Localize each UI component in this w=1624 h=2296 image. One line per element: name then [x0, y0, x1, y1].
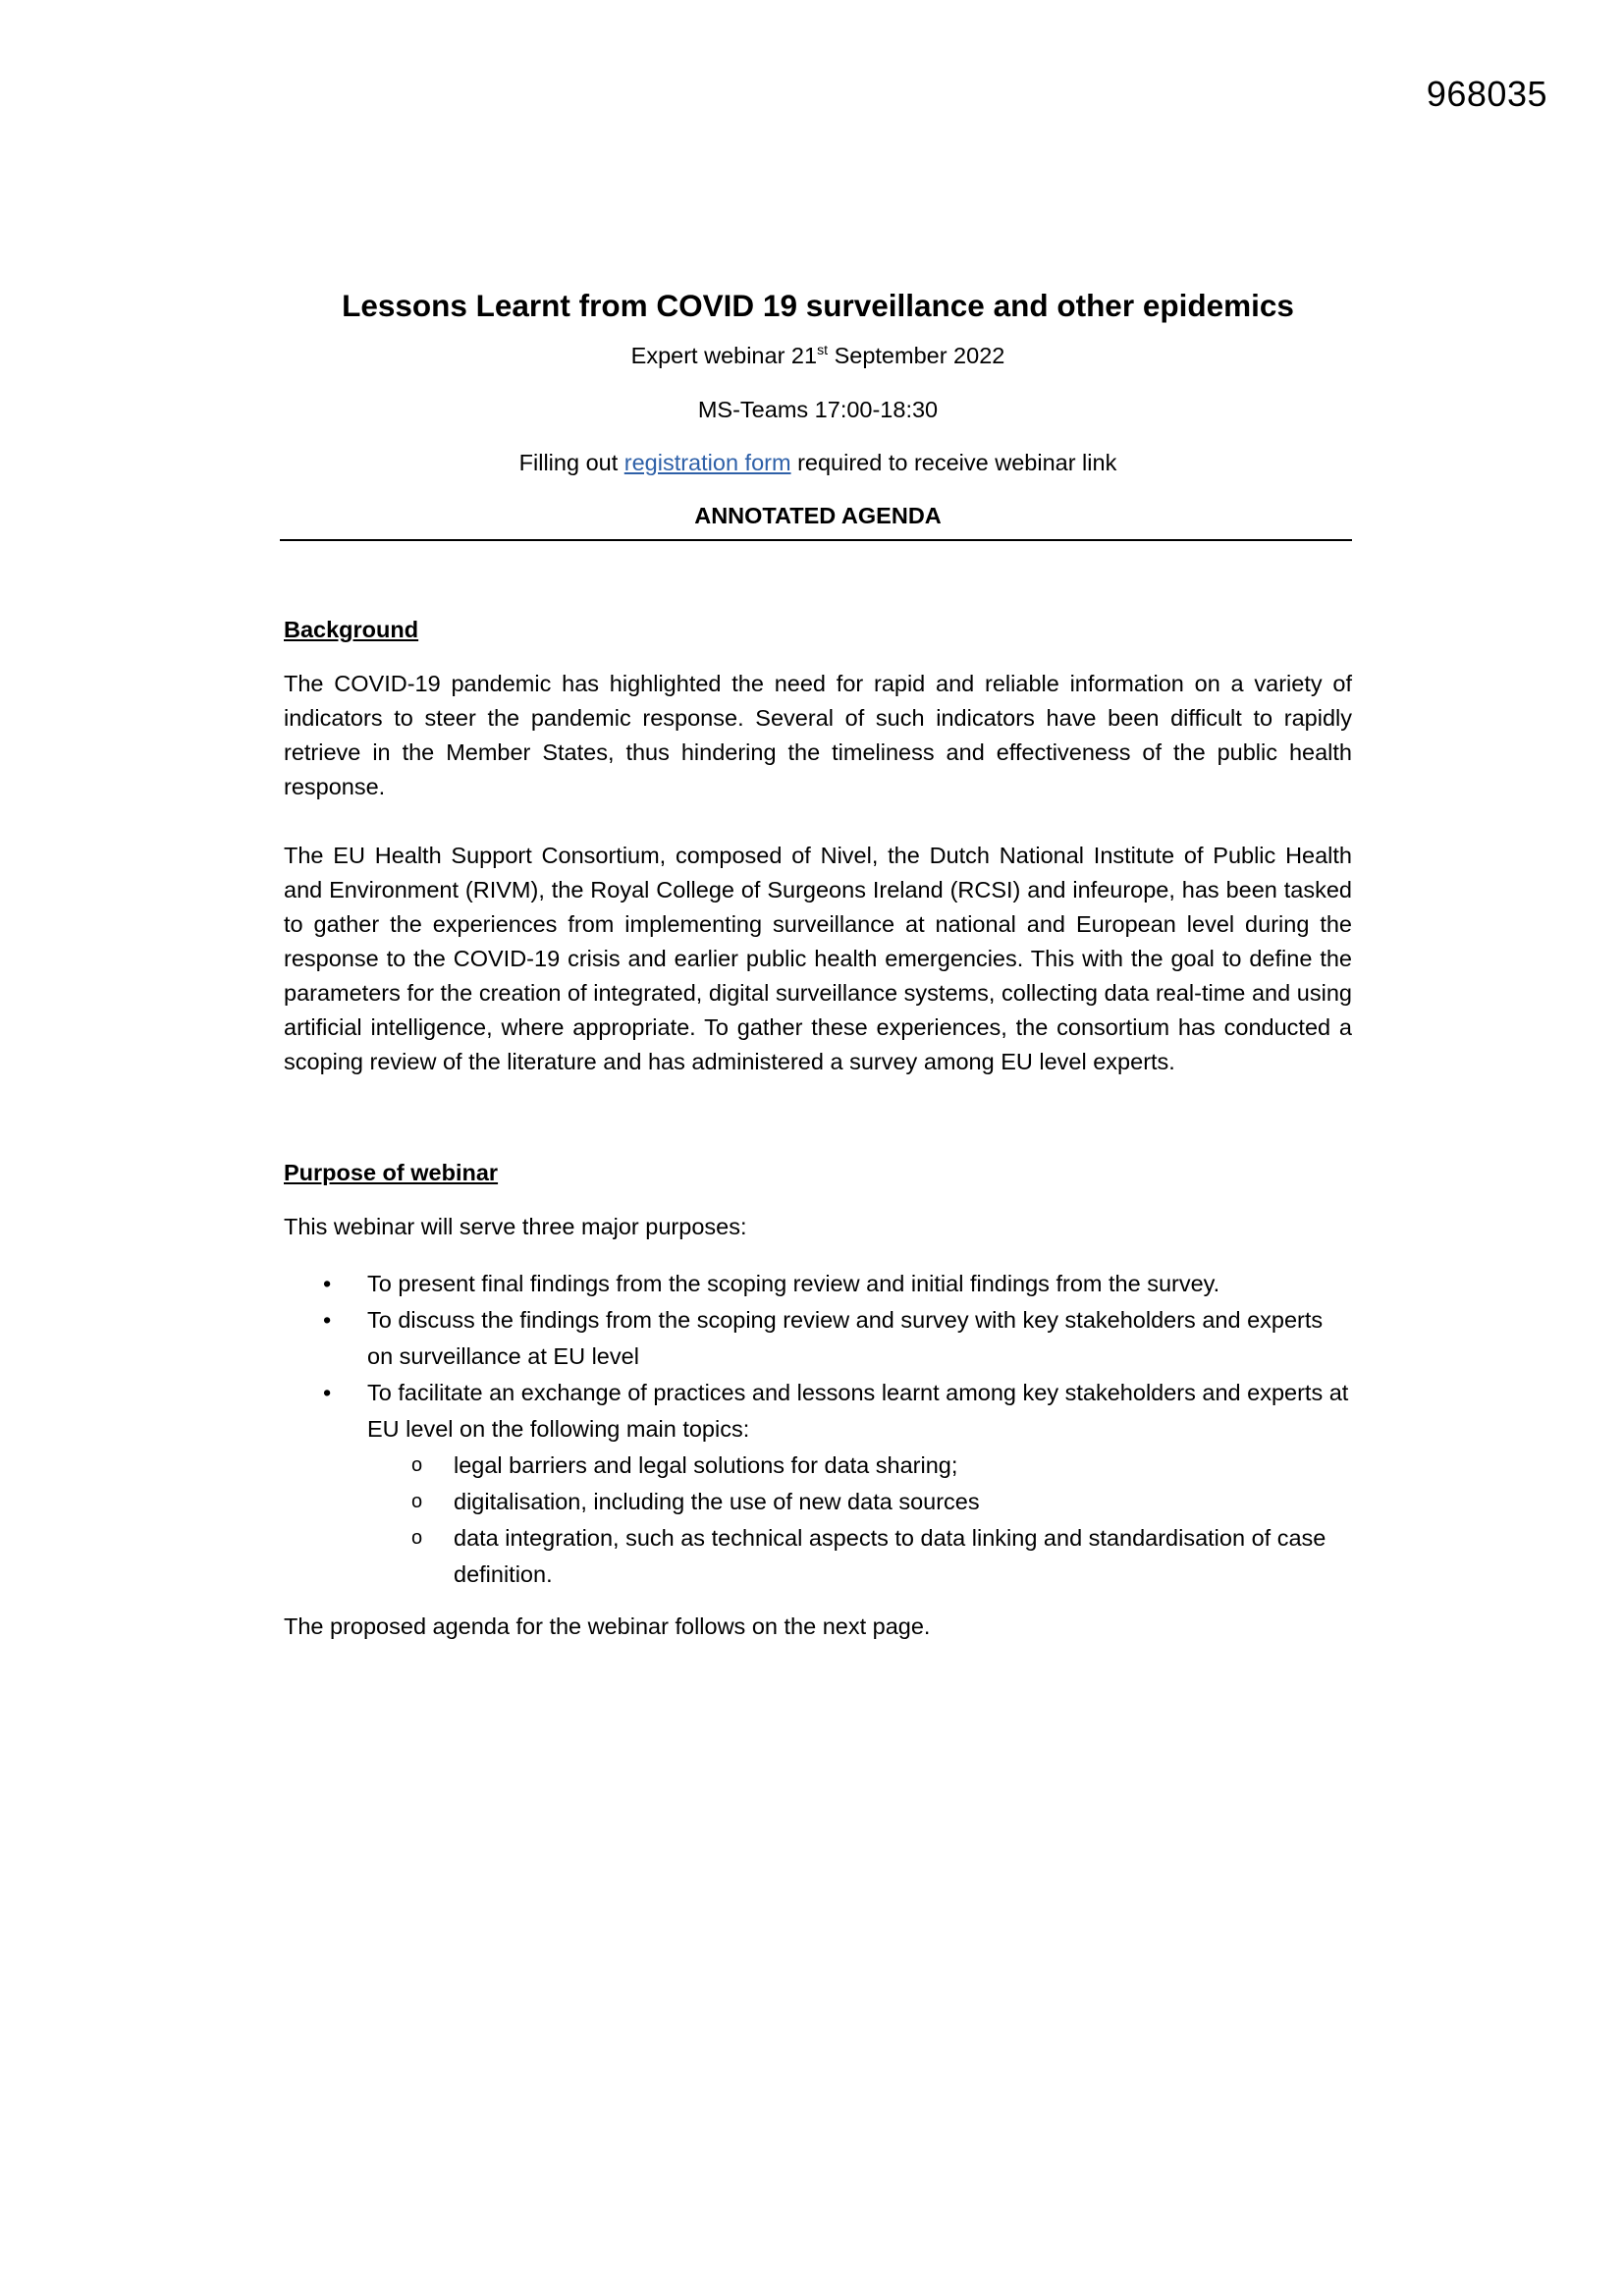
agenda-label: ANNOTATED AGENDA — [694, 503, 942, 528]
sub-bullet-text: digitalisation, including the use of new data sources — [454, 1489, 980, 1514]
purpose-heading: Purpose of webinar — [284, 1160, 499, 1185]
webinar-date-ordinal: st — [817, 342, 829, 358]
bullet-text: To facilitate an exchange of practices and lessons learnt among key stakeholders and experts at EU level on the following main topics: — [367, 1380, 1349, 1442]
webinar-date-suffix: September 2022 — [828, 343, 1005, 368]
sub-list-item — [284, 1520, 1352, 1593]
background-paragraph-1: The COVID-19 pandemic has highlighted the need for rapid and reliable information on a variety of indicators to steer the pandemic response. Several of such indicators have been difficult to rapidly retrieve in the Member States, thus hindering the timeliness and effectiveness of the public health response. — [284, 671, 1352, 799]
header-divider — [280, 539, 1352, 541]
bullet-text: To discuss the findings from the scoping review and survey with key stakeholders and experts on surveillance at EU level — [367, 1307, 1324, 1369]
bullet-marker: • — [323, 1307, 332, 1333]
list-item — [284, 1266, 1352, 1302]
purpose-section — [284, 1156, 1352, 1644]
background-paragraph-2: The EU Health Support Consortium, composed of Nivel, the Dutch National Institute of Public Health and Environment (RIVM), the Royal College of Surgeons Ireland (RCSI) and infeurope, has been tasked to gather the experiences from implementing surveillance at national and European level during the response to the COVID-19 crisis and earlier public health emergencies. This with the goal to define the parameters for the creation of integrated, digital surveillance systems, collecting data real-time and using artificial intelligence, where appropriate. To gather these experiences, the consortium has conducted a scoping review of the literature and has administered a survey among EU level experts. — [284, 843, 1352, 1074]
bullet-marker: • — [323, 1380, 332, 1405]
document-title: Lessons Learnt from COVID 19 surveillance and other epidemics — [342, 288, 1294, 323]
registration-suffix: required to receive webinar link — [790, 450, 1117, 475]
topic-sub-list — [284, 1448, 1352, 1593]
registration-form-link[interactable]: registration form — [623, 450, 791, 475]
sub-list-item — [284, 1484, 1352, 1520]
webinar-date — [284, 340, 1352, 371]
purpose-intro: This webinar will serve three major purposes: — [284, 1214, 747, 1239]
sub-bullet-text: data integration, such as technical aspects to data linking and standardisation of case definition. — [454, 1525, 1326, 1587]
document-id: 968035 — [1426, 74, 1547, 114]
sub-list-item — [284, 1448, 1352, 1484]
list-item — [284, 1302, 1352, 1375]
sub-bullet-marker: o — [411, 1527, 423, 1549]
sub-bullet-text: legal barriers and legal solutions for data sharing; — [454, 1452, 958, 1478]
bullet-text: To present final findings from the scoping review and initial findings from the survey. — [367, 1271, 1220, 1296]
document-header — [284, 285, 1352, 531]
bullet-marker: • — [323, 1271, 332, 1296]
list-item — [284, 1375, 1352, 1593]
sub-bullet-marker: o — [411, 1454, 423, 1476]
background-section — [284, 613, 1352, 1079]
webinar-platform-time: MS-Teams 17:00-18:30 — [697, 397, 939, 422]
registration-prefix: Filling out — [518, 450, 624, 475]
webinar-date-prefix: Expert webinar 21 — [630, 343, 818, 368]
registration-note — [284, 447, 1352, 478]
purpose-closing: The proposed agenda for the webinar follows on the next page. — [284, 1613, 931, 1639]
background-heading: Background — [284, 617, 419, 642]
purpose-bullet-list — [284, 1266, 1352, 1593]
sub-bullet-marker: o — [411, 1491, 423, 1512]
